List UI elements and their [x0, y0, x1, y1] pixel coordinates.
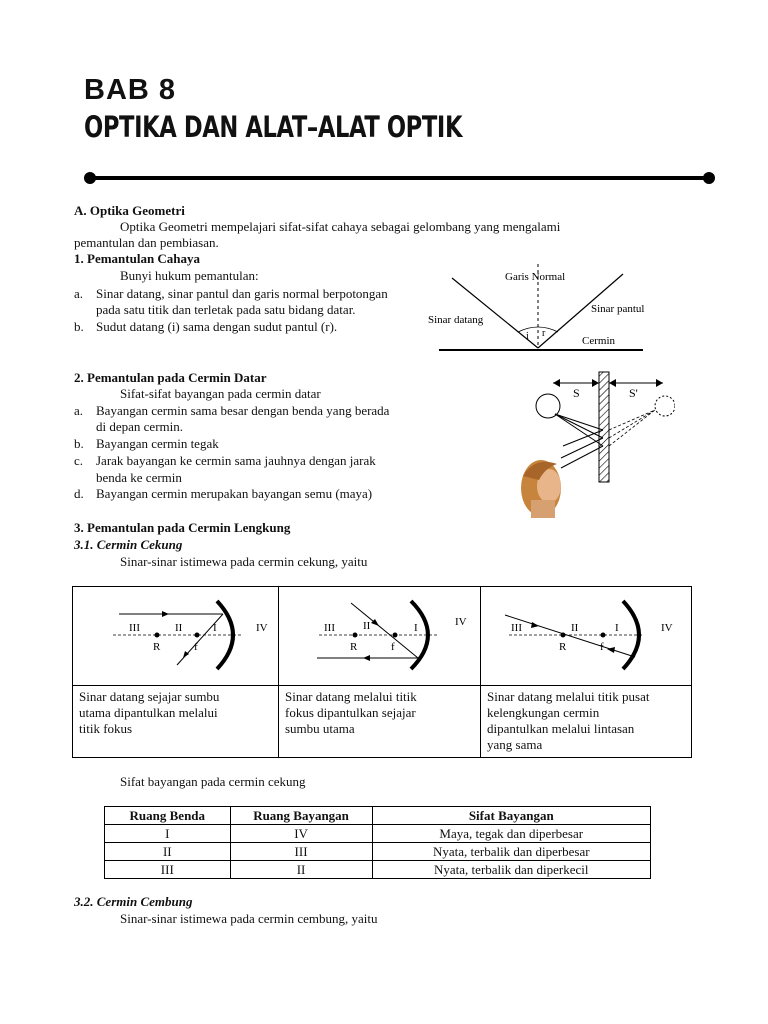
section-a-heading: A. Optika Geometri	[74, 203, 185, 218]
svg-text:II: II	[175, 622, 183, 634]
svg-text:I: I	[213, 622, 217, 634]
table-row: II III Nyata, terbalik dan diperbesar	[105, 843, 651, 861]
concave-diagram-1	[73, 587, 278, 685]
s2-heading: 2. Pemantulan pada Cermin Datar	[74, 370, 267, 385]
svg-text:f: f	[391, 641, 395, 653]
s3-heading: 3. Pemantulan pada Cermin Lengkung	[74, 520, 291, 535]
s3-1-lead: Sinar-sinar istimewa pada cermin cekung, yaitu	[120, 554, 368, 569]
s2-c-line2: benda ke cermin	[96, 470, 182, 485]
s2-d-line1: Bayangan cermin merupakan bayangan semu (maya)	[96, 486, 373, 501]
s1-b-marker: b.	[74, 319, 84, 334]
svg-text:III: III	[511, 622, 522, 634]
svg-text:IV: IV	[256, 622, 268, 634]
angle-i-label: i	[526, 331, 529, 342]
s2-a-marker: a.	[74, 403, 84, 418]
s3-2-subheading: 3.2. Cermin Cembung	[74, 894, 193, 909]
plane-mirror-figure	[515, 368, 675, 523]
svg-text:IV: IV	[661, 622, 673, 634]
svg-text:III: III	[129, 622, 140, 634]
label-s-prime: S'	[629, 386, 638, 400]
chapter-title: OPTIKA DAN ALAT–ALAT OPTIK	[84, 110, 463, 144]
mirror-label: Cermin	[582, 335, 615, 347]
table-header-row: Ruang Benda Ruang Bayangan Sifat Bayangan	[105, 807, 651, 825]
s1-a-marker: a.	[74, 286, 84, 301]
s3-2-lead: Sinar-sinar istimewa pada cermin cembung, yaitu	[120, 911, 378, 926]
svg-text:I: I	[615, 622, 619, 634]
svg-text:R: R	[559, 641, 567, 653]
rule-left-dot	[84, 172, 96, 184]
s2-c-line1: Jarak bayangan ke cermin sama jauhnya dengan jarak	[96, 453, 376, 468]
concave-cell-3-text: Sinar datang melalui titik pusat kelengkungan cermin dipantulkan melalui lintasan yang sama	[487, 689, 650, 752]
section-a-intro-1: Optika Geometri mempelajari sifat-sifat cahaya sebagai gelombang yang mengalami	[120, 219, 561, 234]
svg-text:R: R	[350, 641, 358, 653]
label-s: S	[573, 386, 580, 400]
angle-r-label: r	[542, 328, 546, 339]
svg-text:I: I	[414, 622, 418, 634]
reflected-label: Sinar pantul	[591, 303, 645, 315]
incident-label: Sinar datang	[428, 314, 484, 326]
svg-text:R: R	[153, 641, 161, 653]
rule-right-dot	[703, 172, 715, 184]
reflection-law-figure	[425, 262, 655, 358]
svg-text:f: f	[600, 641, 604, 653]
concave-rays-table	[72, 586, 692, 758]
concave-diagram-3	[481, 587, 691, 685]
s2-d-marker: d.	[74, 486, 84, 501]
s2-c-marker: c.	[74, 453, 84, 468]
svg-text:II: II	[363, 620, 371, 632]
svg-text:f: f	[194, 641, 198, 653]
concave-diagram-2	[279, 587, 480, 685]
s2-a-line2: di depan cermin.	[96, 419, 183, 434]
s1-a-line2: pada satu titik dan terletak pada satu bidang datar.	[96, 302, 356, 317]
section-a-intro-2: pemantulan dan pembiasan.	[74, 235, 219, 250]
svg-text:II: II	[571, 622, 579, 634]
s1-a-line1: Sinar datang, sinar pantul dan garis normal berpotongan	[96, 286, 388, 301]
s1-heading: 1. Pemantulan Cahaya	[74, 251, 201, 266]
table-caption: Sifat bayangan pada cermin cekung	[120, 774, 306, 789]
chapter-number: BAB 8	[84, 74, 177, 106]
table-row: I IV Maya, tegak dan diperbesar	[105, 825, 651, 843]
mirror-hatched	[599, 372, 609, 482]
s1-lead: Bunyi hukum pemantulan:	[120, 268, 259, 283]
face-illustration	[521, 460, 561, 518]
concave-cell-2-text: Sinar datang melalui titik fokus dipantulkan sejajar sumbu utama	[285, 689, 417, 736]
title-rule	[88, 176, 710, 180]
svg-text:III: III	[324, 622, 335, 634]
concave-image-properties-table	[104, 806, 651, 879]
s2-a-line1: Bayangan cermin sama besar dengan benda yang berada	[96, 403, 390, 418]
table-row: III II Nyata, terbalik dan diperkecil	[105, 861, 651, 879]
s2-b-line1: Bayangan cermin tegak	[96, 436, 219, 451]
s3-1-subheading: 3.1. Cermin Cekung	[74, 537, 183, 552]
normal-label: Garis Normal	[505, 271, 566, 283]
concave-cell-1-text: Sinar datang sejajar sumbu utama dipantulkan melalui titik fokus	[79, 689, 220, 736]
s1-b-line1: Sudut datang (i) sama dengan sudut pantul (r).	[96, 319, 338, 334]
s2-b-marker: b.	[74, 436, 84, 451]
s2-lead: Sifat-sifat bayangan pada cermin datar	[120, 386, 321, 401]
image-circle	[655, 396, 675, 416]
svg-text:IV: IV	[455, 616, 467, 628]
